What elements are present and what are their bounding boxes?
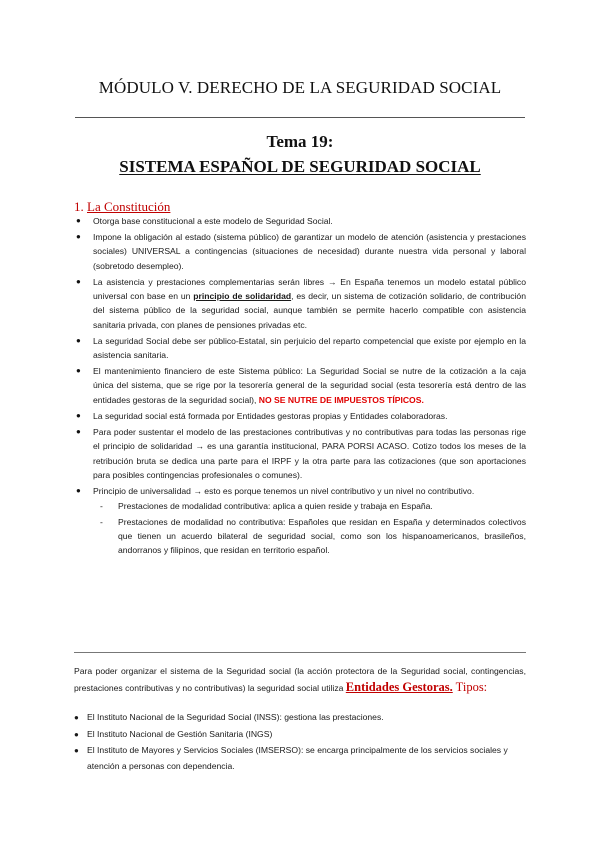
chapter-title-text: SISTEMA ESPAÑOL DE SEGURIDAD SOCIAL xyxy=(119,157,481,176)
list-item-text: El mantenimiento financiero de este Sistema público: La Seguridad Social se nutre de la cotización a la caja única del sistema, que se rige por la tesorería general de la seguridad social (esta tesorería está dentro de las entidades gestoras de la seguridad social), xyxy=(93,366,526,405)
list-item-text: Para poder sustentar el modelo de las prestaciones contributivas y no contributivas para todas las personas rige el principio de solidaridad → es una garantía institucional, PARA PORSI ACASO. Cotizo todos los meses de la retribución bruta se dedica una parte para el IRPF y la otra parte para las cotizaciones (que son aportaciones para posibles contingencias profesionales o comunes). xyxy=(93,426,526,480)
bullet-icon: ● xyxy=(74,713,79,722)
highlight-warning: NO SE NUTRE DE IMPUESTOS TÍPICOS. xyxy=(258,394,424,405)
entities-paragraph xyxy=(74,664,526,696)
sub-list xyxy=(93,499,526,557)
list-item-text-cont: , es decir, un sistema de cotización solidario, de contribución del sistema público de la seguridad social, aunque también se permite hacerlo compatible con asistencia sanitaria privada, con planes de pensiones privadas etc. xyxy=(93,291,526,330)
chapter-title xyxy=(0,157,600,177)
section-title: La Constitución xyxy=(87,199,171,214)
list-item-text: El Instituto de Mayores y Servicios Sociales (IMSERSO): se encarga principalmente de los servicios sociales y atención a personas con dependencia. xyxy=(87,745,508,771)
title-divider xyxy=(75,117,525,118)
dash-icon: - xyxy=(100,516,103,527)
tipos-label: Tipos: xyxy=(452,679,488,694)
bullet-icon: ● xyxy=(74,746,79,755)
entidades-gestoras-term: Entidades Gestoras. xyxy=(345,679,453,694)
bullet-icon: ● xyxy=(76,410,81,420)
bullet-icon: ● xyxy=(76,485,81,495)
paragraph-text: Para poder organizar el sistema de la Seguridad social (la acción protectora de la Seguridad social, contingencias, prestaciones contributivas y no contributivas) la seguridad social utiliza xyxy=(74,666,526,693)
list-item-text: La seguridad Social debe ser público-Estatal, sin perjuicio del reparto competencial que existe por ejemplo en la asistencia sanitaria. xyxy=(93,335,526,361)
list-item-text: El Instituto Nacional de la Seguridad Social (INSS): gestiona las prestaciones. xyxy=(87,712,384,722)
list-item xyxy=(74,409,526,423)
list-item xyxy=(74,214,526,228)
entities-list xyxy=(74,710,526,775)
sub-list-item-text: Prestaciones de modalidad no contributiva: Españoles que residan en España y determinados colectivos que tienen un acuerdo bilateral de seguridad social, como son los hispanoamericanos, brasileños, andorranos y filipinos, que residan en territorio español. xyxy=(118,516,526,556)
constitution-bullet-list xyxy=(74,214,526,559)
section-divider xyxy=(74,652,526,653)
list-item-text: Otorga base constitucional a este modelo de Seguridad Social. xyxy=(93,216,333,226)
list-item-text: Impone la obligación al estado (sistema público) de garantizar un modelo de atención (asistencia y prestaciones sociales) UNIVERSAL a contingencias (situaciones de necesidad) durante nuestra vida personal y laboral (sobretodo desempleo). xyxy=(93,232,526,271)
list-item xyxy=(74,230,526,273)
list-item xyxy=(74,484,526,557)
list-item xyxy=(74,275,526,332)
list-item-text: El Instituto Nacional de Gestión Sanitaria (INGS) xyxy=(87,728,273,739)
bullet-icon: ● xyxy=(76,335,81,345)
list-item xyxy=(74,743,526,774)
tema-heading: Tema 19: xyxy=(266,132,334,151)
list-item-text: Principio de universalidad → esto es porque tenemos un nivel contributivo y un nivel no contributivo. xyxy=(93,485,475,496)
list-item xyxy=(74,334,526,363)
sub-list-item xyxy=(90,499,526,513)
list-item xyxy=(74,425,526,482)
bullet-icon: ● xyxy=(76,366,81,376)
list-item xyxy=(74,710,526,726)
bullet-icon: ● xyxy=(76,426,81,436)
section-number: 1. xyxy=(74,199,84,214)
section-heading xyxy=(74,199,170,215)
solidarity-principle-term: principio de solidaridad xyxy=(193,291,292,302)
list-item-text: La seguridad social está formada por Entidades gestoras propias y Entidades colaboradoras. xyxy=(93,410,448,421)
list-item-text: La asistencia y prestaciones complementarias serán libres → En España tenemos un modelo estatal público universal con base en un xyxy=(93,276,526,302)
list-item xyxy=(74,727,526,743)
module-title: MÓDULO V. DERECHO DE LA SEGURIDAD SOCIAL xyxy=(98,78,502,97)
bullet-icon: ● xyxy=(76,276,81,286)
bullet-icon: ● xyxy=(76,232,81,242)
dash-icon: - xyxy=(100,501,103,512)
bullet-icon: ● xyxy=(74,729,79,739)
sub-list-item-text: Prestaciones de modalidad contributiva: aplica a quien reside y trabaja en España. xyxy=(118,501,433,512)
sub-list-item xyxy=(90,515,526,558)
list-item xyxy=(74,364,526,407)
bullet-icon: ● xyxy=(76,216,81,225)
